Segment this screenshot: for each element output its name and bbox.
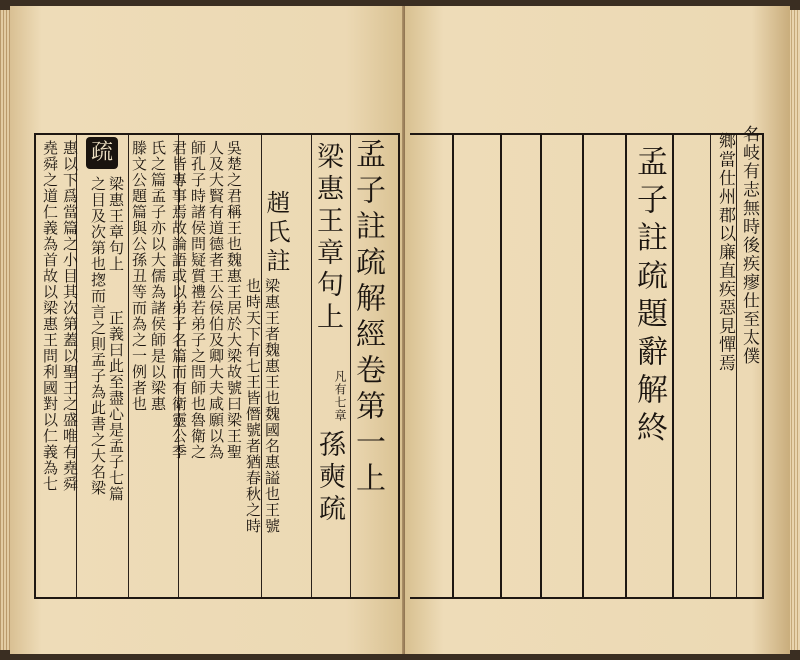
column-rule — [500, 135, 502, 597]
zhao-commentary-line: 吳楚之君稱王也魏惠王居於大梁故號曰梁王聖 — [225, 140, 243, 460]
column-rule — [736, 135, 737, 597]
volume-title: 孟子註疏解經卷第一上 — [350, 138, 385, 498]
shu-commentary-line: 惠以下爲當篇之小目其次第蓋以聖王之盛唯有堯舜 — [61, 140, 79, 492]
shu-badge: 疏 — [86, 137, 118, 169]
shu-commentary-line: 正義曰此至盡心是孟子七篇 — [107, 310, 125, 502]
column-rule — [128, 135, 129, 597]
zhao-commentary-label: 趙氏註 — [262, 190, 290, 277]
zhao-commentary-line: 氏之篇孟子亦以大儒為諸侯師是以梁惠 — [149, 140, 167, 412]
annotator-name: 孫奭疏 — [314, 430, 345, 526]
shu-commentary-line: 之目及次第也揔而言之則孟子為此書之大名梁 — [89, 176, 107, 496]
zhao-commentary-line: 梁惠王者魏惠王也魏國名惠謚也王號 — [263, 278, 281, 534]
column-rule — [582, 135, 584, 597]
zhao-commentary-line: 也時天下有七王皆僭號者猶春秋之時 — [244, 278, 262, 534]
column-rule — [540, 135, 542, 597]
column-rule — [452, 135, 454, 597]
right-page-line: 鄉當仕州郡以廉直疾惡見憚焉 — [715, 132, 735, 373]
zhao-commentary-line: 君皆專事焉故論語或以弟子名篇而有衛靈公季 — [170, 140, 188, 460]
zhao-commentary-line: 滕文公題篇與公孫丑等而為之一例者也 — [130, 140, 148, 412]
chapter-title: 梁惠王章句上 — [312, 142, 343, 334]
right-text-frame — [410, 133, 764, 599]
zhao-commentary-line: 師孔子時諸侯問疑質禮若弟子之問師也魯衛之 — [189, 140, 207, 460]
chapter-note: 凡有七章 — [333, 370, 347, 422]
shu-commentary-line: 梁惠王章句上 — [107, 176, 125, 272]
column-rule — [625, 135, 627, 597]
right-page-line: 名岐有志無時後疾瘳仕至太僕 — [739, 125, 759, 366]
zhao-commentary-line: 人及大賢有道德者王公侯伯及卿大夫咸願以為 — [207, 140, 225, 460]
right-page-title: 孟子註疏題辭解終 — [631, 145, 667, 449]
shu-commentary-line: 堯舜之道仁義為首故以梁惠王問利國對以仁義為七 — [41, 140, 59, 492]
column-rule — [710, 135, 711, 597]
column-rule — [672, 135, 674, 597]
